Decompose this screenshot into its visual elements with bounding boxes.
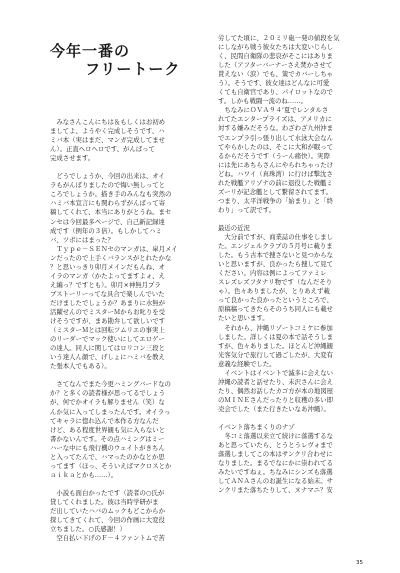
paragraph-gap: [50, 371, 208, 380]
text-line: には先にあちらさんにやられちゃったけ: [218, 160, 334, 169]
text-line: た。エンジェルクラブの５月号に載りま: [218, 242, 333, 251]
text-line: ください。内容は例によってファミレ: [218, 269, 327, 278]
text-line: ハミバ本宣言にも関わらずがんばって寄: [50, 199, 166, 208]
text-line: れてたエンタープライズは、アメリカに: [218, 115, 332, 124]
text-line: さてなんでまた今更ハミングバードなの: [50, 380, 171, 389]
text-line: 大分前ですが、商業誌の仕事をしまし: [218, 233, 334, 242]
paragraph-gap: [218, 215, 376, 224]
text-line: ころでしょうか。描き手のみんなも突然の: [50, 190, 172, 199]
text-line: く、民間自衛隊の悲哀がそこにはありま: [218, 52, 333, 61]
text-line: けそうですが、まあ勘弁して欲しいです: [50, 317, 166, 326]
text-line: 労してた頃に、２０ミリ砲一発の値段を気: [218, 34, 340, 42]
text-line: う）。そうです、彼女達はどんなに可愛: [218, 79, 330, 88]
text-line: バ、ツボにはまった？: [50, 235, 114, 244]
text-line: 立ちました。○氏感謝！）: [50, 525, 126, 534]
left-text-column: [50, 118, 208, 543]
text-line: 完成させます。: [50, 154, 95, 163]
text-line: ンだったので上手くバランスがとれたかな: [50, 253, 172, 262]
page-title: [50, 42, 200, 78]
text-line: れた戦艦アリゾナの前に退役した戦艦ミ: [218, 178, 333, 187]
text-line: 対する嫌みだそうな。わざわざ九州沖ま: [218, 124, 334, 133]
text-line: てキャラに惚れ込んで本作る方なんだ: [50, 416, 159, 425]
text-line: ハーな中にも飛行機のウェイトがきちん: [50, 443, 165, 452]
text-line: 意義な経験でした。: [218, 359, 276, 368]
text-line: の達人。同人に関してはロリコン三段と: [50, 344, 165, 353]
text-line: ゃ）。色々ありましたが、とりあえず載: [218, 287, 330, 296]
text-line: 書かないんです。その点ハミングはミー: [50, 434, 165, 443]
text-line: 落選しましてこの本はサンクリ合わせに: [218, 450, 333, 459]
text-line: のリーダーでマック使いにしてエロゲー: [50, 335, 165, 344]
text-line: した（アフターバーナーさえ焚かさせて: [218, 61, 333, 70]
text-line: どうでしょうか、今回の出来は、オイ: [50, 172, 165, 181]
text-line: ってます（ほっ、そういえばマクロスとか: [50, 461, 172, 470]
title-line-1: 今年一番の: [50, 42, 131, 60]
text-line: くても自衛官であり、パイロットなので: [218, 88, 333, 97]
text-line: だけましたでしょうか？あまりに水無が: [50, 298, 166, 307]
text-line: 最近の近況: [218, 223, 250, 232]
text-line: って良かった良かったというところで、: [218, 296, 333, 305]
text-line: え編っ？ですとも）。卯月×神無月プラ: [50, 280, 161, 289]
text-line: つまり、太平洋戦争の「始まり」と「終: [218, 196, 334, 205]
text-line: ンセは今回最多ページで、自己新記録達: [50, 217, 165, 226]
text-line: るからだそうです（うーん痛快）。実際: [218, 151, 330, 160]
text-line: どね。ハワイ（真珠湾）に行けば撃沈さ: [218, 169, 333, 178]
text-line: なりました。まるでなにかに祟われてる: [218, 459, 333, 468]
text-line: ズーリが記念艦として繋留されてます。: [218, 187, 333, 196]
text-line: た張本人でもある）。: [50, 362, 111, 371]
text-line: か？と多くの読者様が思ってるでしょう: [50, 389, 165, 398]
text-line: わり」って訳です。: [218, 205, 276, 214]
text-line: それから、沖縄リゾートコミケに参加: [218, 323, 333, 332]
text-line: 冬コミ落選以来立て続けに落選するな: [218, 432, 334, 441]
text-line: にしながら戦う彼女たちは大変いじらし: [218, 43, 334, 52]
text-line: のＭＩＮＥさんだったりと収穫の多い即: [218, 395, 334, 404]
text-line: してＡＮＡさんのお誕生になる始末。サ: [218, 477, 334, 486]
text-line: ちなみにＯＶＡ９４’夏でレンタルさ: [218, 106, 329, 115]
right-text-column: [218, 34, 376, 495]
text-line: した。もう古本で捜さないと見つからな: [218, 251, 334, 260]
text-line: ａｉｋａとかも……）。: [50, 470, 118, 479]
text-line: ん）。正直へロへロです、がんばって: [50, 145, 155, 154]
text-line: いと思いますが、良かったら捜して見て: [218, 260, 334, 269]
text-line: でエンプラ引っ張り出して水泳大会なん: [218, 133, 334, 142]
text-line: ミバ本（実はまだ、マンガ完成してませ: [50, 136, 166, 145]
text-line: てやらかしたのは、そこに大和が眠って: [218, 142, 334, 151]
text-line: みなさんこんにちは＆もしくはお初め: [50, 118, 166, 126]
text-line: だ出していたハバのムックもどこからか: [50, 507, 165, 516]
page-number: 35: [356, 560, 363, 566]
text-line: ブストーリーってな具合で楽しんでいた: [50, 289, 165, 298]
text-line: 貰えない（涙）でも、策でカバーしちゃ: [218, 70, 334, 79]
text-line: しました。詳しくは夏の本で話そうしま: [218, 332, 334, 341]
text-line: 売会でした（また行きたいなあ沖縄）。: [218, 404, 330, 413]
text-line: 小説も面白かったです（読者の○氏が: [50, 488, 165, 497]
paragraph-gap: [50, 480, 208, 489]
text-line: 探してきてくれて、今回の作画に大変役: [50, 516, 165, 525]
text-line: 貸してくれました。彼は当時学研がま: [50, 497, 159, 506]
text-line: ンクリまた落ちたりして、ヌナマニ？安: [218, 486, 333, 495]
text-line: んか気に入ってしまったんです。オイラっ: [50, 407, 171, 416]
text-line: ましてよ、ようやく完成しそうです、ハ: [50, 127, 165, 136]
text-line: イラのマンガ（かたよってますよォ、え: [50, 271, 165, 280]
text-line: すが、色々ありました。ほとんど沖縄観: [218, 341, 334, 350]
text-line: 成です（例年の３倍）。もしかしてハミ: [50, 226, 162, 235]
text-line: けど、ある程度世界観も気に入らないと: [50, 425, 166, 434]
paragraph-gap: [218, 414, 376, 423]
text-line: （ミスターＭとは回転ツムリエの事実上: [50, 326, 165, 335]
text-line: イベントはイベントで滅多に会えない: [218, 368, 334, 377]
paragraph-gap: [50, 163, 208, 172]
text-line: いう達人ん顔で、げしょにハミバを教え: [50, 353, 165, 362]
text-line: 活躍せんのでミスターＭからお叱りを受: [50, 307, 166, 316]
title-line-2: フリートーク: [85, 60, 181, 78]
text-line: す。しかも戦闘一流のね……。: [218, 97, 307, 106]
text-line: ？と思いっきり卯月メインだもんね、オ: [50, 262, 165, 271]
text-line: 光客気分で旅行して過ごしたが、大変有: [218, 350, 334, 359]
text-line: 原稿稿ってきたらそのうち同人にも載せ: [218, 305, 334, 314]
text-line: イベント落ちまくりのナゾ: [218, 423, 295, 432]
text-line: たり、偶然お話したカゴ方が本の地図屋: [218, 386, 334, 395]
text-line: と入ってたんで、ハマったのかなとか思: [50, 452, 165, 461]
text-line: ラもがんばりましたので悔い無しってと: [50, 181, 166, 190]
text-line: 稿してくれて、本当にありがとうね。まセ: [50, 208, 172, 217]
text-line: 空自払い下げのＦ－４ファントムで苦: [50, 534, 165, 543]
text-line: スレズレズフタナリ物です（なんだそり: [218, 278, 333, 287]
text-line: Ｔｙｐｅ－ＳＥＮセのマンガは、皐月メイ: [50, 244, 178, 253]
text-line: が、何でかオイラも解りません（笑）な: [50, 398, 165, 407]
text-line: 沖縄の読者と話せたり、未沢さんに会え: [218, 377, 334, 386]
text-line: あと思っていたら、とうとうレヴォまで: [218, 441, 333, 450]
text-line: たいと思います。: [218, 314, 269, 323]
text-line: みたいですねぇ。ちなみにシンズも落選: [218, 468, 333, 477]
